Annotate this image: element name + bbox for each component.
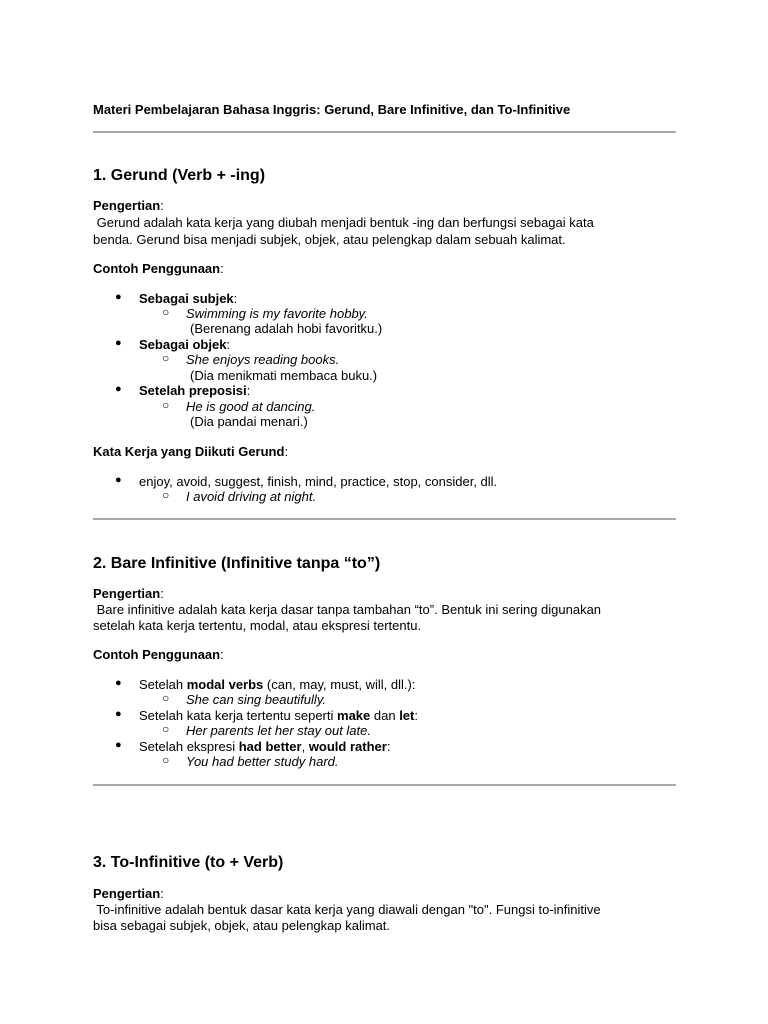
pengertian-label: Pengertian: [93,198,164,213]
section-heading-gerund: 1. Gerund (Verb + -ing) [93,167,266,184]
list-item: ● Sebagai objek: [115,337,231,352]
example-item: ○ I avoid driving at night. [162,488,317,504]
pengertian-text-line: bisa sebagai subjek, objek, atau pelengkap kalimat. [93,918,391,933]
circle-bullet-icon: ○ [162,691,170,705]
contoh-label: Contoh Penggunaan: [93,261,224,276]
bullet-icon: ● [115,337,122,349]
circle-bullet-icon: ○ [162,305,170,319]
list-item: ● Sebagai subjek: [115,291,238,306]
bullet-icon: ● [115,291,122,303]
pengertian-text-line: To-infinitive adalah bentuk dasar kata kerja yang diawali dengan "to". Fungsi to-infinitive [93,902,601,917]
circle-bullet-icon: ○ [162,722,170,736]
pengertian-text-line: Bare infinitive adalah kata kerja dasar tanpa tambahan “to”. Bentuk ini sering digunakan [93,602,602,617]
section-heading-bare-infinitive: 2. Bare Infinitive (Infinitive tanpa “to”) [93,555,381,572]
list-item: ● Setelah kata kerja tertentu seperti make dan let: [115,708,418,723]
list-item: ● enjoy, avoid, suggest, finish, mind, practice, stop, consider, dll. [115,474,498,489]
bullet-icon: ● [115,708,122,720]
pengertian-label: Pengertian: [93,886,164,901]
divider [93,784,676,786]
example-item: ○ You had better study hard. [162,753,339,769]
section-heading-to-infinitive: 3. To-Infinitive (to + Verb) [93,854,284,871]
example-item: ○ Swimming is my favorite hobby. [162,305,368,321]
list-item: ● Setelah preposisi: [115,383,251,398]
circle-bullet-icon: ○ [162,488,170,502]
document-title: Materi Pembelajaran Bahasa Inggris: Gerund, Bare Infinitive, dan To-Infinitive [93,102,571,117]
translation: (Dia menikmati membaca buku.) [190,368,378,383]
bullet-icon: ● [115,474,122,486]
pengertian-text-line: setelah kata kerja tertentu, modal, atau ekspresi tertentu. [93,618,422,633]
bullet-icon: ● [115,739,122,751]
circle-bullet-icon: ○ [162,351,170,365]
pengertian-text-line: benda. Gerund bisa menjadi subjek, objek, atau pelengkap dalam sebuah kalimat. [93,232,566,247]
translation: (Berenang adalah hobi favoritku.) [190,321,383,336]
example-item: ○ She enjoys reading books. [162,351,340,367]
bullet-icon: ● [115,383,122,395]
divider [93,131,676,133]
circle-bullet-icon: ○ [162,398,170,412]
list-item: ● Setelah modal verbs (can, may, must, will, dll.): [115,677,416,692]
pengertian-label: Pengertian: [93,586,164,601]
contoh-label: Contoh Penggunaan: [93,647,224,662]
circle-bullet-icon: ○ [162,753,170,767]
verbs-label: Kata Kerja yang Diikuti Gerund: [93,444,289,459]
translation: (Dia pandai menari.) [190,414,308,429]
list-item: ● Setelah ekspresi had better, would rather: [115,739,391,754]
bullet-icon: ● [115,677,122,689]
example-item: ○ He is good at dancing. [162,398,316,414]
example-item: ○ Her parents let her stay out late. [162,722,371,738]
divider [93,518,676,520]
example-item: ○ She can sing beautifully. [162,691,326,707]
pengertian-text-line: Gerund adalah kata kerja yang diubah menjadi bentuk -ing dan berfungsi sebagai kata [93,215,594,230]
